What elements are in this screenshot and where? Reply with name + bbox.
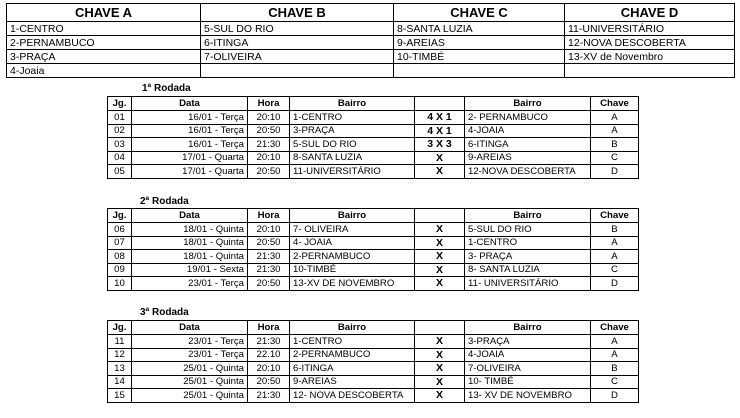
score-cell: X <box>415 250 465 264</box>
home-team-cell: 1-CENTRO <box>290 335 415 349</box>
jg-cell: 01 <box>108 111 132 125</box>
time-cell: 20:50 <box>248 277 290 291</box>
group-team-cell <box>565 64 735 78</box>
date-cell: 17/01 - Quarta <box>132 151 248 165</box>
table-row <box>108 389 639 403</box>
col-bairro-away: Bairro <box>465 209 591 223</box>
group-cell: C <box>591 375 639 389</box>
round-1-table <box>107 96 639 179</box>
group-header: CHAVE D <box>565 4 735 22</box>
table-row <box>108 165 639 179</box>
score-cell: X <box>415 389 465 403</box>
group-team-cell: 1-CENTRO <box>7 22 201 36</box>
away-team-cell: 8- SANTA LUZIA <box>465 263 591 277</box>
col-chave: Chave <box>591 321 639 335</box>
time-cell: 20:50 <box>248 165 290 179</box>
away-team-cell: 5-SUL DO RIO <box>465 223 591 237</box>
jg-cell: 12 <box>108 348 132 362</box>
jg-cell: 14 <box>108 375 132 389</box>
time-cell: 20:10 <box>248 111 290 125</box>
table-row <box>108 277 639 291</box>
round-2-table <box>107 208 639 291</box>
jg-cell: 06 <box>108 223 132 237</box>
group-team-cell: 7-OLIVEIRA <box>201 50 394 64</box>
col-chave: Chave <box>591 209 639 223</box>
home-team-cell: 12- NOVA DESCOBERTA <box>290 389 415 403</box>
time-cell: 21:30 <box>248 138 290 152</box>
score-cell: X <box>415 375 465 389</box>
time-cell: 21:30 <box>248 389 290 403</box>
round-title: 2ª Rodada <box>140 196 189 207</box>
home-team-cell: 7- OLIVEIRA <box>290 223 415 237</box>
jg-cell: 11 <box>108 335 132 349</box>
group-team-cell: 2-PERNAMBUCO <box>7 36 201 50</box>
table-row <box>7 64 735 78</box>
away-team-cell: 4-JOAIA <box>465 348 591 362</box>
date-cell: 18/01 - Quinta <box>132 236 248 250</box>
group-team-cell: 11-UNIVERSITÁRIO <box>565 22 735 36</box>
col-hora: Hora <box>248 97 290 111</box>
group-cell: A <box>591 236 639 250</box>
col-score <box>415 209 465 223</box>
time-cell: 20:50 <box>248 375 290 389</box>
score-cell: X <box>415 335 465 349</box>
table-row <box>108 138 639 152</box>
jg-cell: 05 <box>108 165 132 179</box>
group-cell: A <box>591 124 639 138</box>
home-team-cell: 1-CENTRO <box>290 111 415 125</box>
score-cell: X <box>415 362 465 376</box>
group-cell: A <box>591 250 639 264</box>
table-row <box>7 36 735 50</box>
col-chave: Chave <box>591 97 639 111</box>
col-data: Data <box>132 97 248 111</box>
col-data: Data <box>132 321 248 335</box>
date-cell: 16/01 - Terça <box>132 124 248 138</box>
score-cell: 4 X 1 <box>415 124 465 138</box>
group-header: CHAVE A <box>7 4 201 22</box>
score-cell: 3 X 3 <box>415 138 465 152</box>
date-cell: 18/01 - Quinta <box>132 223 248 237</box>
groups-table <box>6 3 735 78</box>
jg-cell: 02 <box>108 124 132 138</box>
group-team-cell: 12-NOVA DESCOBERTA <box>565 36 735 50</box>
table-row <box>108 223 639 237</box>
groups-header-row <box>7 4 735 22</box>
group-team-cell <box>201 64 394 78</box>
jg-cell: 08 <box>108 250 132 264</box>
home-team-cell: 6-ITINGA <box>290 362 415 376</box>
score-cell: X <box>415 263 465 277</box>
date-cell: 16/01 - Terça <box>132 138 248 152</box>
home-team-cell: 10-TIMBÉ <box>290 263 415 277</box>
home-team-cell: 13-XV DE NOVEMBRO <box>290 277 415 291</box>
col-jg: Jg. <box>108 321 132 335</box>
away-team-cell: 11- UNIVERSITÁRIO <box>465 277 591 291</box>
away-team-cell: 3- PRAÇA <box>465 250 591 264</box>
score-cell: X <box>415 223 465 237</box>
home-team-cell: 2-PERNAMBUCO <box>290 348 415 362</box>
score-cell: X <box>415 236 465 250</box>
time-cell: 20:50 <box>248 236 290 250</box>
group-team-cell: 10-TIMBÉ <box>394 50 565 64</box>
group-cell: B <box>591 362 639 376</box>
group-cell: B <box>591 138 639 152</box>
away-team-cell: 9-AREIAS <box>465 151 591 165</box>
group-team-cell: 13-XV de Novembro <box>565 50 735 64</box>
time-cell: 20:10 <box>248 223 290 237</box>
score-cell: 4 X 1 <box>415 111 465 125</box>
col-hora: Hora <box>248 209 290 223</box>
col-score <box>415 321 465 335</box>
score-cell: X <box>415 348 465 362</box>
group-team-cell: 4-Joaia <box>7 64 201 78</box>
away-team-cell: 13- XV DE NOVEMBRO <box>465 389 591 403</box>
score-cell: X <box>415 151 465 165</box>
table-header-row <box>108 97 639 111</box>
group-cell: D <box>591 389 639 403</box>
table-header-row <box>108 209 639 223</box>
date-cell: 19/01 - Sexta <box>132 263 248 277</box>
table-row <box>108 151 639 165</box>
home-team-cell: 8-SANTA LUZIA <box>290 151 415 165</box>
col-bairro-home: Bairro <box>290 97 415 111</box>
away-team-cell: 1-CENTRO <box>465 236 591 250</box>
table-row <box>108 124 639 138</box>
date-cell: 18/01 - Quinta <box>132 250 248 264</box>
time-cell: 22.10 <box>248 348 290 362</box>
table-row <box>108 348 639 362</box>
group-header: CHAVE B <box>201 4 394 22</box>
jg-cell: 15 <box>108 389 132 403</box>
table-row <box>108 236 639 250</box>
col-jg: Jg. <box>108 97 132 111</box>
table-row <box>108 375 639 389</box>
score-cell: X <box>415 277 465 291</box>
group-cell: A <box>591 335 639 349</box>
away-team-cell: 6-ITINGA <box>465 138 591 152</box>
table-header-row <box>108 321 639 335</box>
group-team-cell: 9-AREIAS <box>394 36 565 50</box>
date-cell: 25/01 - Quinta <box>132 362 248 376</box>
group-cell: D <box>591 277 639 291</box>
col-data: Data <box>132 209 248 223</box>
home-team-cell: 9-AREIAS <box>290 375 415 389</box>
group-team-cell: 5-SUL DO RIO <box>201 22 394 36</box>
home-team-cell: 2-PERNAMBUCO <box>290 250 415 264</box>
date-cell: 25/01 - Quinta <box>132 375 248 389</box>
home-team-cell: 4- JOAIA <box>290 236 415 250</box>
date-cell: 23/01 - Terça <box>132 348 248 362</box>
time-cell: 21:30 <box>248 250 290 264</box>
group-cell: C <box>591 263 639 277</box>
jg-cell: 03 <box>108 138 132 152</box>
date-cell: 23/01 - Terça <box>132 335 248 349</box>
round-3-table <box>107 320 639 403</box>
date-cell: 25/01 - Quinta <box>132 389 248 403</box>
away-team-cell: 7-OLIVEIRA <box>465 362 591 376</box>
group-team-cell <box>394 64 565 78</box>
jg-cell: 13 <box>108 362 132 376</box>
away-team-cell: 12-NOVA DESCOBERTA <box>465 165 591 179</box>
time-cell: 20:10 <box>248 362 290 376</box>
table-row <box>108 250 639 264</box>
date-cell: 17/01 - Quarta <box>132 165 248 179</box>
col-hora: Hora <box>248 321 290 335</box>
table-row <box>7 22 735 36</box>
group-cell: A <box>591 348 639 362</box>
home-team-cell: 3-PRAÇA <box>290 124 415 138</box>
col-score <box>415 97 465 111</box>
date-cell: 16/01 - Terça <box>132 111 248 125</box>
away-team-cell: 10- TIMBÉ <box>465 375 591 389</box>
table-row <box>108 263 639 277</box>
col-bairro-away: Bairro <box>465 97 591 111</box>
group-header: CHAVE C <box>394 4 565 22</box>
away-team-cell: 4-JOAIA <box>465 124 591 138</box>
jg-cell: 07 <box>108 236 132 250</box>
jg-cell: 09 <box>108 263 132 277</box>
round-title: 1ª Rodada <box>142 83 191 94</box>
time-cell: 20:50 <box>248 124 290 138</box>
table-row <box>7 50 735 64</box>
group-cell: D <box>591 165 639 179</box>
jg-cell: 10 <box>108 277 132 291</box>
col-jg: Jg. <box>108 209 132 223</box>
table-row <box>108 111 639 125</box>
table-row <box>108 362 639 376</box>
col-bairro-home: Bairro <box>290 321 415 335</box>
away-team-cell: 2- PERNAMBUCO <box>465 111 591 125</box>
group-team-cell: 6-ITINGA <box>201 36 394 50</box>
date-cell: 23/01 - Terça <box>132 277 248 291</box>
away-team-cell: 3-PRAÇA <box>465 335 591 349</box>
time-cell: 21:30 <box>248 263 290 277</box>
jg-cell: 04 <box>108 151 132 165</box>
col-bairro-away: Bairro <box>465 321 591 335</box>
time-cell: 21:30 <box>248 335 290 349</box>
score-cell: X <box>415 165 465 179</box>
group-cell: A <box>591 111 639 125</box>
group-cell: C <box>591 151 639 165</box>
round-title: 3ª Rodada <box>140 307 189 318</box>
col-bairro-home: Bairro <box>290 209 415 223</box>
group-team-cell: 8-SANTA LUZIA <box>394 22 565 36</box>
home-team-cell: 5-SUL DO RIO <box>290 138 415 152</box>
home-team-cell: 11-UNIVERSITÁRIO <box>290 165 415 179</box>
group-cell: B <box>591 223 639 237</box>
time-cell: 20:10 <box>248 151 290 165</box>
group-team-cell: 3-PRAÇA <box>7 50 201 64</box>
table-row <box>108 335 639 349</box>
